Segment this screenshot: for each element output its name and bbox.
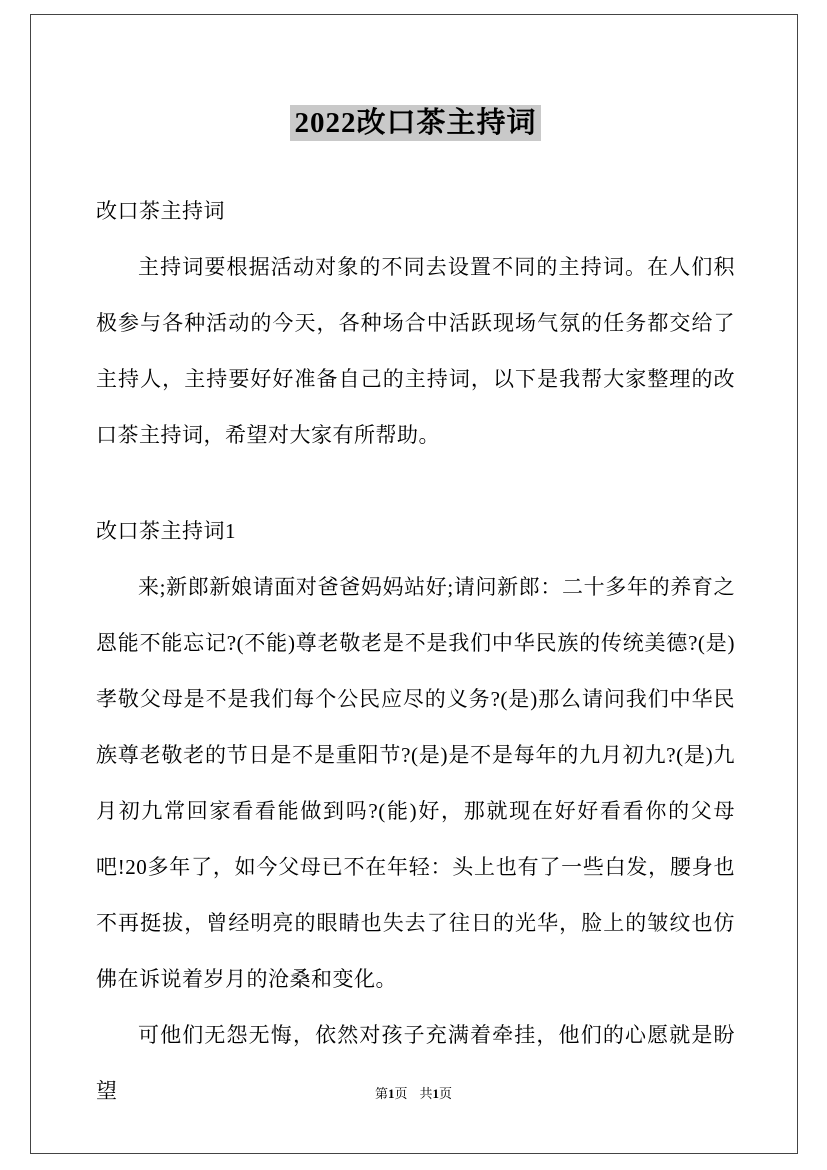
footer-page-prefix: 第 bbox=[374, 1086, 388, 1101]
footer-total-number: 1 bbox=[432, 1086, 440, 1101]
paragraph-section-heading: 改口茶主持词1 bbox=[96, 519, 236, 543]
footer-page-suffix: 页 bbox=[394, 1086, 408, 1101]
document-title bbox=[290, 105, 540, 141]
page-footer bbox=[0, 1083, 827, 1102]
footer-total-suffix: 页 bbox=[439, 1086, 453, 1101]
paragraph-subtitle: 改口茶主持词 bbox=[96, 199, 225, 223]
document-title-text: 2022改口茶主持词 bbox=[294, 107, 537, 139]
document-content bbox=[96, 100, 735, 1119]
paragraph-intro: 主持词要根据活动对象的不同去设置不同的主持词。在人们积极参与各种活动的今天，各种场合中活跃现场气氛的任务都交给了主持人，主持要好好准备自己的主持词，以下是我帮大家整理的改口茶主持词，希望对大家有所帮助。 bbox=[96, 255, 735, 447]
paragraph-body-2: 可他们无怨无悔，依然对孩子充满着牵挂，他们的心愿就是盼望 bbox=[96, 1023, 735, 1103]
paragraph-body-1: 来;新郎新娘请面对爸爸妈妈站好;请问新郎：二十多年的养育之恩能不能忘记?(不能)尊老敬老是不是我们中华民族的传统美德?(是)孝敬父母是不是我们每个公民应尽的义务?(是)那么请问我们中华民族尊老敬老的节日是不是重阳节?(是)是不是每年的九月初九?(是)九月初九常回家看看能做到吗?(能)好，那就现在好好看看你的父母吧!20多年了，如今父母已不在年轻：头上也有了一些白发，腰身也不再挺拔，曾经明亮的眼睛也失去了往日的光华，脸上的皱纹也仿佛在诉说着岁月的沧桑和变化。 bbox=[96, 575, 735, 991]
footer-page-number: 1 bbox=[387, 1086, 395, 1101]
document-title-row bbox=[96, 100, 735, 141]
footer-total-prefix: 共 bbox=[419, 1086, 433, 1101]
